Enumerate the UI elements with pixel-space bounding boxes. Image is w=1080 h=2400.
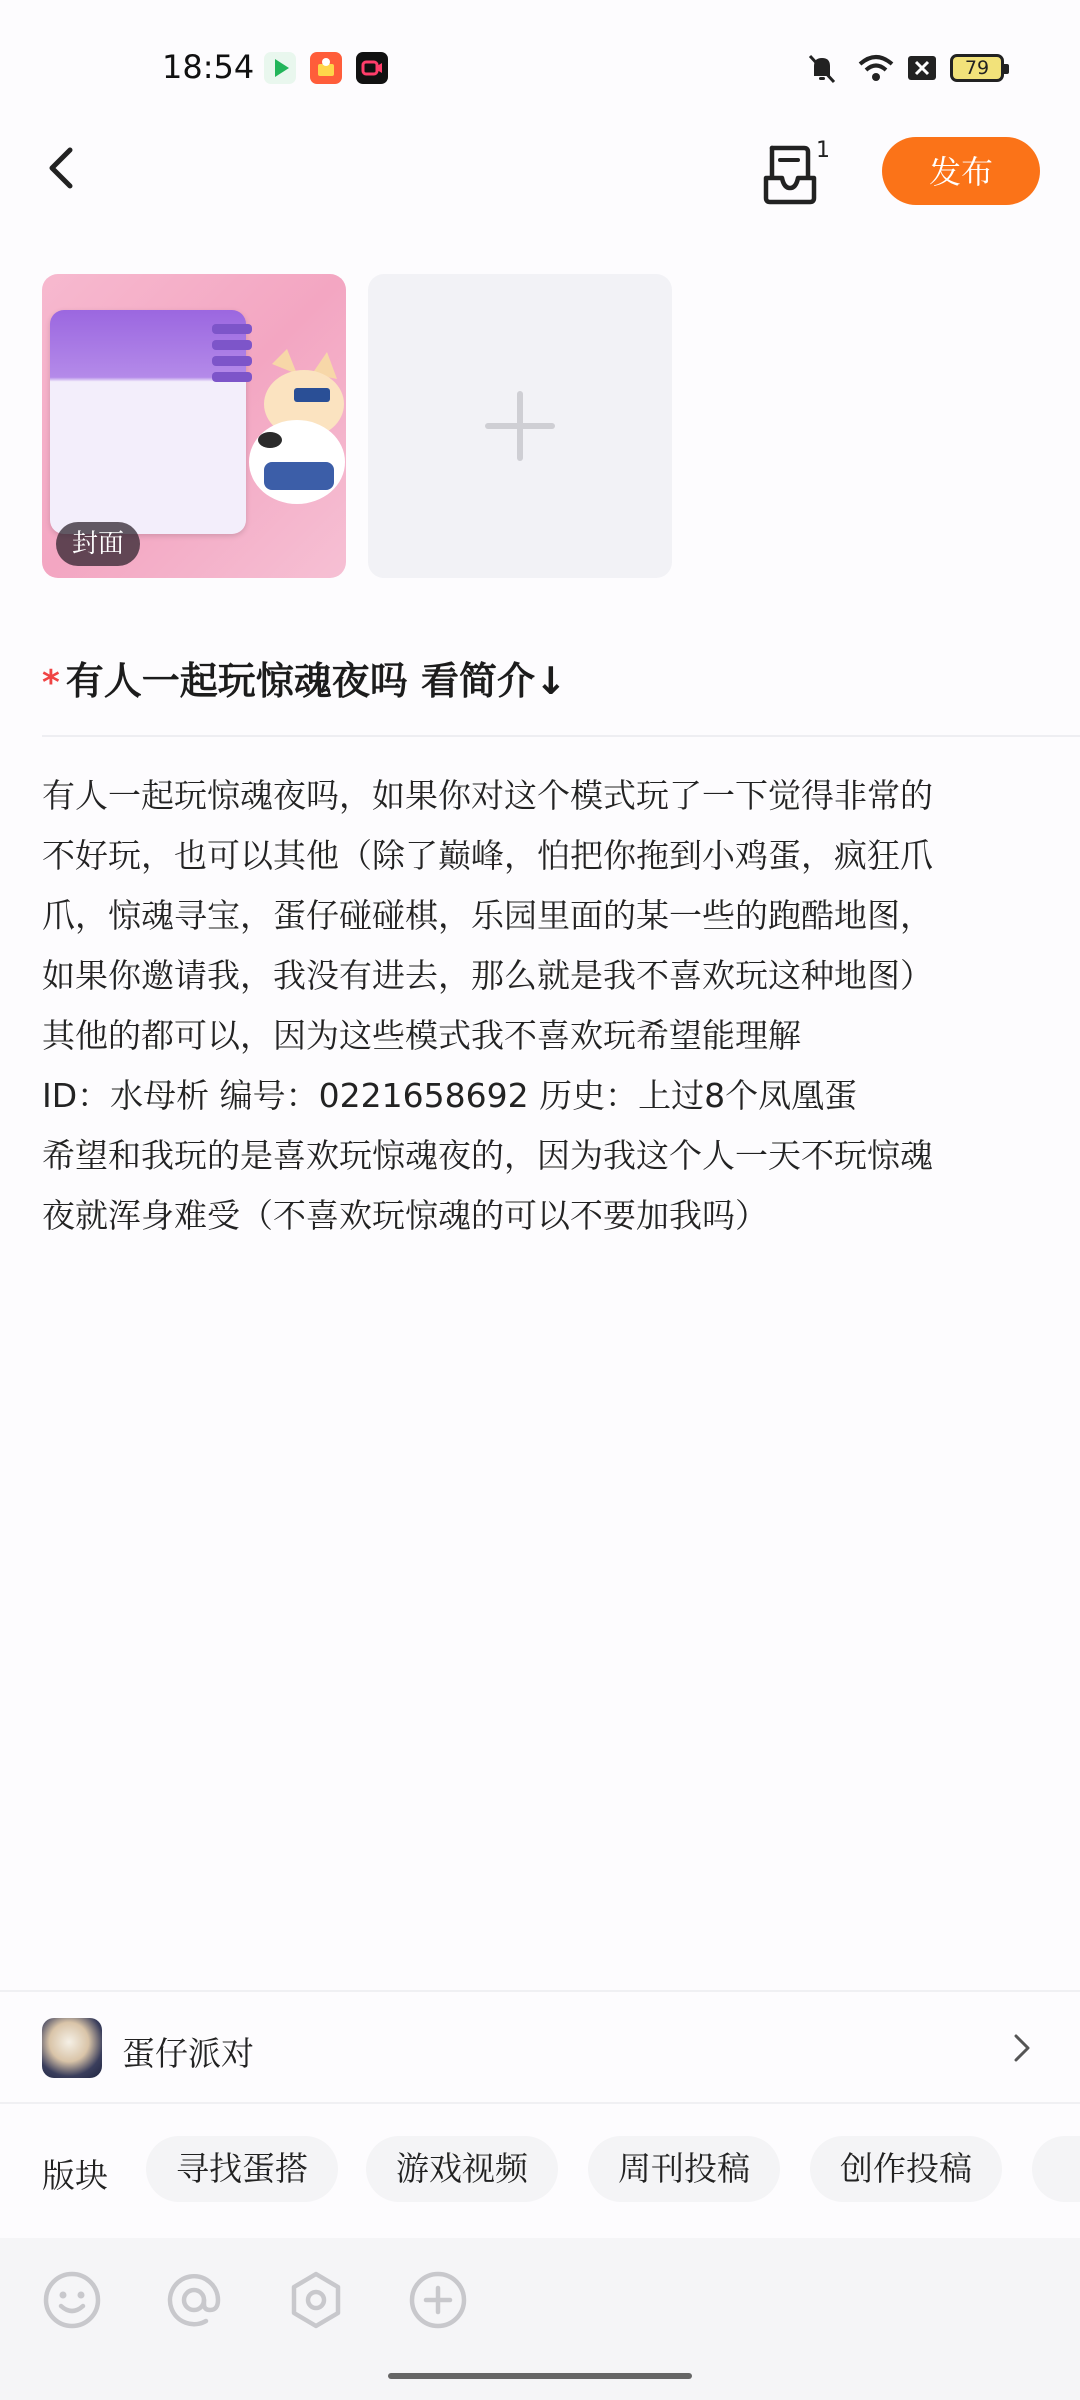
chevron-right-icon (1010, 2032, 1034, 2064)
emoji-icon (40, 2268, 104, 2332)
required-star: * (42, 663, 60, 703)
hexagon-icon (284, 2268, 348, 2332)
section-chip[interactable]: 周刊投稿 (588, 2136, 780, 2202)
game-name: 蛋仔派对 (122, 2034, 254, 2073)
divider (42, 735, 1080, 737)
cover-image[interactable] (42, 274, 346, 578)
post-body-field[interactable] (42, 766, 1042, 1246)
section-chip[interactable]: 寻找蛋搭 (146, 2136, 338, 2202)
mention-button[interactable] (162, 2268, 226, 2332)
body-line: 有人一起玩惊魂夜吗，如果你对这个模式玩了一下觉得非常的 (42, 776, 933, 815)
divider (0, 2102, 1080, 2104)
section-chip-partial[interactable] (1032, 2136, 1080, 2202)
section-chip[interactable]: 创作投稿 (810, 2136, 1002, 2202)
body-line: 夜就浑身难受（不喜欢玩惊魂的可以不要加我吗） (42, 1196, 768, 1235)
at-sign-icon (162, 2268, 226, 2332)
drafts-button[interactable] (760, 140, 850, 214)
topic-button[interactable] (284, 2268, 348, 2332)
video-app-icon (264, 52, 296, 84)
plus-circle-icon (406, 2268, 470, 2332)
game-icon (42, 2018, 102, 2078)
section-label: 版块 (42, 2156, 108, 2195)
recorder-app-icon (356, 52, 388, 84)
body-line: 希望和我玩的是喜欢玩惊魂夜的，因为我这个人一天不玩惊魂 (42, 1136, 933, 1175)
body-line: 爪，惊魂寻宝，蛋仔碰碰棋，乐园里面的某一些的跑酷地图， (42, 896, 933, 935)
plus-icon (368, 274, 672, 578)
wifi-icon (856, 50, 896, 86)
status-time: 18:54 (162, 48, 255, 86)
cover-label: 封面 (56, 522, 140, 566)
post-title-field[interactable] (42, 650, 567, 705)
sim-x-icon (906, 50, 938, 86)
section-chip[interactable]: 游戏视频 (366, 2136, 558, 2202)
body-line: 不好玩，也可以其他（除了巅峰，怕把你拖到小鸡蛋，疯狂爪 (42, 836, 933, 875)
add-image-button[interactable] (368, 274, 672, 578)
publish-button[interactable]: 发布 (882, 137, 1040, 205)
body-line: 其他的都可以，因为这些模式我不喜欢玩希望能理解 (42, 1016, 801, 1055)
cover-tag (212, 324, 252, 334)
more-button[interactable] (406, 2268, 470, 2332)
drafts-count-badge: 1 (816, 138, 830, 163)
body-line: ID：水母析 编号：0221658692 历史：上过8个凤凰蛋 (42, 1076, 858, 1115)
body-line: 如果你邀请我，我没有进去，那么就是我不喜欢玩这种地图） (42, 956, 933, 995)
chevron-left-icon (38, 138, 88, 198)
back-button[interactable] (38, 138, 88, 198)
emoji-button[interactable] (40, 2268, 104, 2332)
battery-indicator: 79 (950, 54, 1004, 82)
mascot-illustration (242, 344, 346, 514)
mute-icon (804, 50, 840, 86)
post-title: 有人一起玩惊魂夜吗 看简介↓ (65, 659, 567, 703)
home-indicator[interactable] (388, 2373, 692, 2379)
store-app-icon (310, 52, 342, 84)
